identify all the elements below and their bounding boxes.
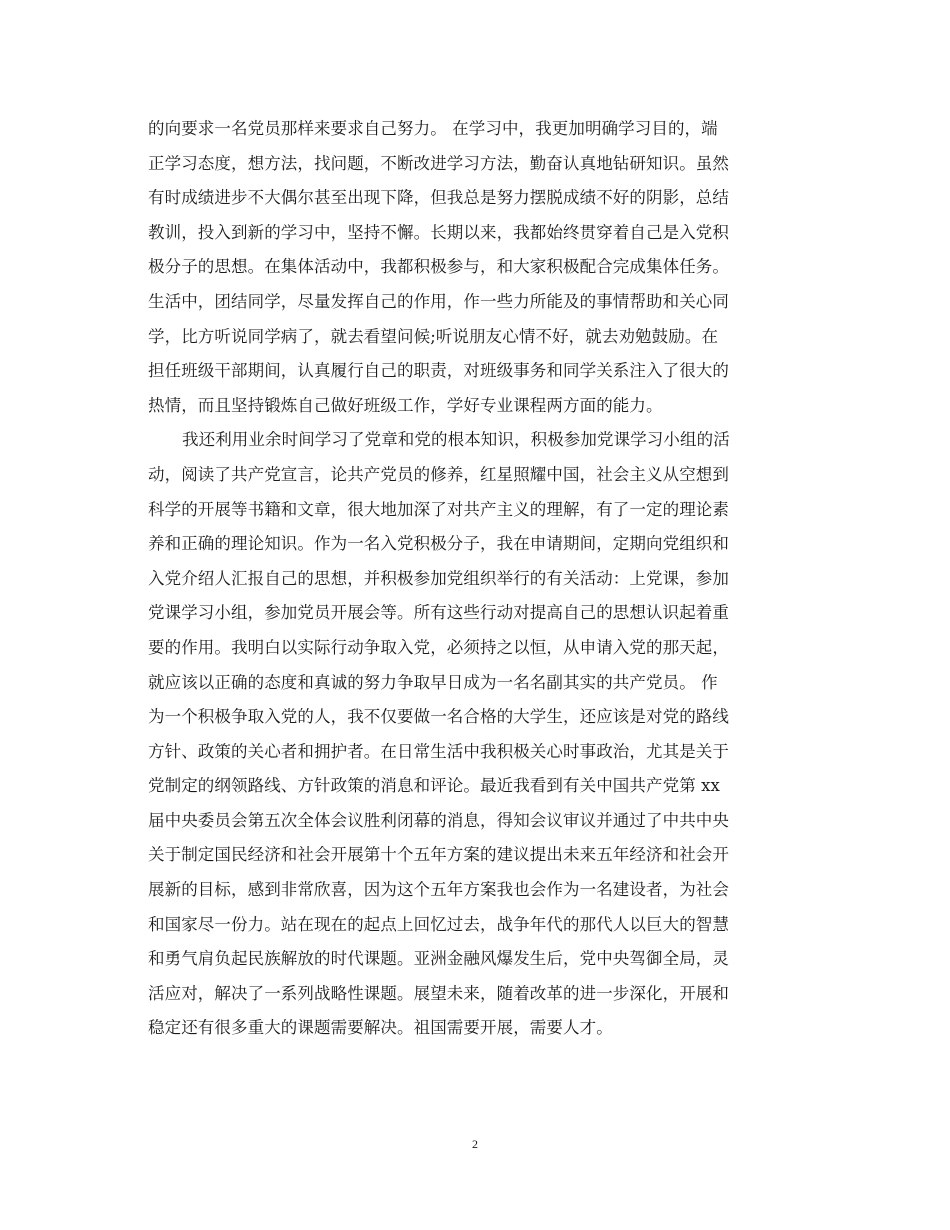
text-line: 动，阅读了共产党宣言，论共产党员的修养，红星照耀中国，社会主义从空想到 bbox=[148, 464, 729, 484]
text-line: 担任班级干部期间，认真履行自己的职责，对班级事务和同学关系注入了很大的 bbox=[148, 361, 729, 381]
text-line: 科学的开展等书籍和文章，很大地加深了对共产主义的理解，有了一定的理论素 bbox=[148, 499, 729, 519]
text-line: 活应对，解决了一系列战略性课题。展望未来，随着改革的进一步深化，开展和 bbox=[148, 983, 729, 1003]
text-line: 关于制定国民经济和社会开展第十个五年方案的建议提出未来五年经济和社会开 bbox=[148, 845, 729, 865]
text-line: 我还利用业余时间学习了党章和党的根本知识，积极参加党课学习小组的活 bbox=[182, 430, 730, 450]
text-line: 热情，而且坚持锻炼自己做好班级工作，学好专业课程两方面的能力。 bbox=[148, 395, 663, 415]
text-line: 展新的目标，感到非常欣喜，因为这个五年方案我也会作为一名建设者，为社会 bbox=[148, 880, 729, 900]
text-line: 党制定的纲领路线、方针政策的消息和评论。最近我看到有关中国共产党第 xx bbox=[148, 776, 720, 796]
paragraph-1 bbox=[148, 112, 804, 423]
text-line: 稳定还有很多重大的课题需要解决。祖国需要开展，需要人才。 bbox=[148, 1018, 613, 1038]
text-line: 正学习态度，想方法，找问题，不断改进学习方法，勤奋认真地钻研知识。虽然 bbox=[148, 153, 729, 173]
document-body bbox=[148, 112, 804, 1046]
text-line: 要的作用。我明白以实际行动争取入党，必须持之以恒，从申请入党的那天起， bbox=[148, 637, 729, 657]
text-line: 党课学习小组，参加党员开展会等。所有这些行动对提高自己的思想认识起着重 bbox=[148, 603, 729, 623]
text-line: 就应该以正确的态度和真诚的努力争取早日成为一名名副其实的共产党员。 作 bbox=[148, 672, 718, 692]
text-line: 养和正确的理论知识。作为一名入党积极分子，我在申请期间，定期向党组织和 bbox=[148, 534, 729, 554]
paragraph-2 bbox=[148, 423, 804, 1046]
text-line: 教训，投入到新的学习中，坚持不懈。长期以来，我都始终贯穿着自己是入党积 bbox=[148, 222, 729, 242]
text-line: 入党介绍人汇报自己的思想，并积极参加党组织举行的有关活动：上党课，参加 bbox=[148, 568, 729, 588]
text-line: 生活中，团结同学，尽量发挥自己的作用，作一些力所能及的事情帮助和关心同 bbox=[148, 291, 729, 311]
text-line: 和国家尽一份力。站在现在的起点上回忆过去，战争年代的那代人以巨大的智慧 bbox=[148, 914, 729, 934]
text-line: 和勇气肩负起民族解放的时代课题。亚洲金融风爆发生后，党中央驾御全局，灵 bbox=[148, 949, 729, 969]
text-line: 有时成绩进步不大偶尔甚至出现下降，但我总是努力摆脱成绩不好的阴影，总结 bbox=[148, 188, 729, 208]
text-line: 方针、政策的关心者和拥护者。在日常生活中我积极关心时事政治，尤其是关于 bbox=[148, 741, 729, 761]
text-line: 极分子的思想。在集体活动中，我都积极参与，和大家积极配合完成集体任务。 bbox=[148, 257, 729, 277]
text-line: 届中央委员会第五次全体会议胜利闭幕的消息，得知会议审议并通过了中共中央 bbox=[148, 810, 729, 830]
text-line: 为一个积极争取入党的人，我不仅要做一名合格的大学生，还应该是对党的路线 bbox=[148, 707, 729, 727]
text-line: 学，比方听说同学病了，就去看望问候;听说朋友心情不好，就去劝勉鼓励。在 bbox=[148, 326, 719, 346]
text-line: 的向要求一名党员那样来要求自己努力。 在学习中，我更加明确学习目的，端 bbox=[148, 119, 718, 138]
page-number: 2 bbox=[472, 1137, 478, 1151]
